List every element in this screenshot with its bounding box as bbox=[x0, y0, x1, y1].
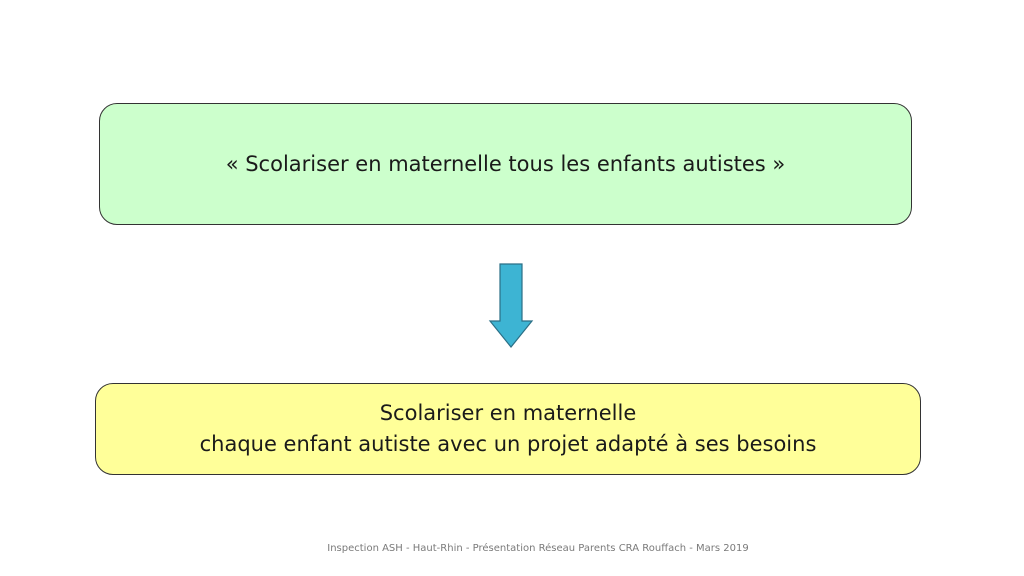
goal-box-top-text: « Scolariser en maternelle tous les enfants autistes » bbox=[225, 152, 786, 176]
goal-box-top bbox=[99, 103, 912, 225]
goal-box-bottom bbox=[95, 383, 921, 475]
arrow-down-shape bbox=[490, 264, 532, 347]
goal-box-bottom-line1: Scolariser en maternelle bbox=[379, 401, 637, 425]
arrow-down-icon bbox=[488, 263, 534, 349]
slide-footer: Inspection ASH - Haut-Rhin - Présentation Réseau Parents CRA Rouffach - Mars 2019 bbox=[327, 543, 749, 554]
goal-box-bottom-line2: chaque enfant autiste avec un projet adapté à ses besoins bbox=[199, 432, 817, 456]
